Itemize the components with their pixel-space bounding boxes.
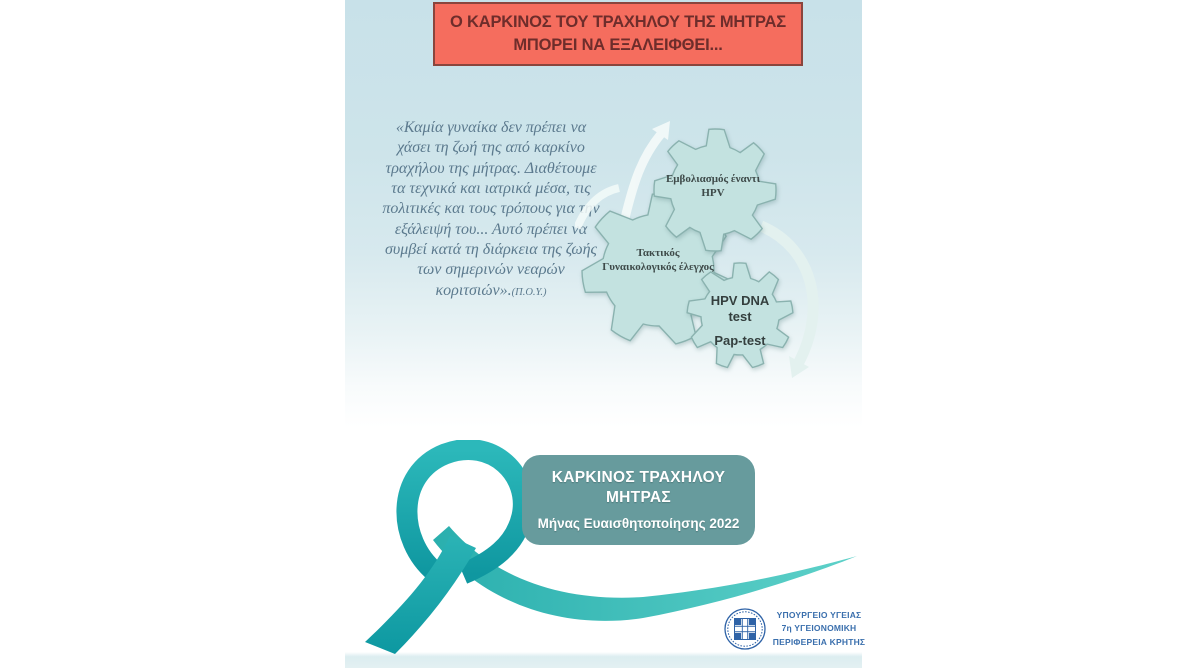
ministry-line2: 7η ΥΓΕΙΟΝΟΜΙΚΗ bbox=[781, 623, 857, 634]
ministry-text bbox=[772, 609, 866, 649]
banner-title-line2: ΜΠΟΡΕΙ ΝΑ ΕΞΑΛΕΙΦΘΕΙ... bbox=[513, 36, 723, 54]
campaign-title bbox=[522, 468, 755, 508]
campaign-title-line1: ΚΑΡΚΙΝΟΣ ΤΡΑΧΗΛΟΥ bbox=[551, 469, 726, 486]
who-quote bbox=[382, 118, 600, 301]
quote-attribution: (Π.Ο.Υ.) bbox=[511, 286, 547, 298]
greek-government-emblem-icon bbox=[723, 607, 767, 651]
gear-label-tests-line2: Pap-test bbox=[714, 332, 766, 348]
campaign-subtitle: Μήνας Ευαισθητοποίησης 2022 bbox=[537, 516, 740, 532]
campaign-title-line2: ΜΗΤΡΑΣ bbox=[605, 489, 672, 507]
ministry-line3: ΠΕΡΙΦΕΡΕΙΑ ΚΡΗΤΗΣ bbox=[772, 636, 866, 647]
prevention-cycle-diagram bbox=[575, 90, 845, 400]
campaign-box bbox=[522, 455, 755, 545]
gear-label-tests bbox=[700, 293, 780, 349]
ministry-line1: ΥΠΟΥΡΓΕΙΟ ΥΓΕΙΑΣ bbox=[776, 610, 862, 621]
quote-text: «Καμία γυναίκα δεν πρέπει να χάσει τη ζωή της από καρκίνο τραχήλου της μήτρας. Διαθέτουμε τα τεχνικά και ιατρικά μέσα, τις πολιτικές και τους τρόπους για την εξάλειψή του... Αυτό πρέπει να συμβεί κατά τη διάρκεια της ζωής των σημερινών νεαρών κοριτσιών». bbox=[382, 119, 600, 299]
awareness-poster bbox=[345, 0, 866, 668]
gear-label-vaccination: Εμβολιασμός έναντι HPV bbox=[665, 173, 761, 200]
title-banner bbox=[433, 2, 803, 66]
gear-label-tests-line1: HPV DNA test bbox=[710, 293, 770, 325]
ministry-logo bbox=[723, 607, 866, 651]
banner-title-line1: Ο ΚΑΡΚΙΝΟΣ ΤΟΥ ΤΡΑΧΗΛΟΥ ΤΗΣ ΜΗΤΡΑΣ bbox=[450, 13, 786, 32]
gear-label-screening: Τακτικός Γυναικολογικός έλεγχος bbox=[602, 247, 714, 274]
